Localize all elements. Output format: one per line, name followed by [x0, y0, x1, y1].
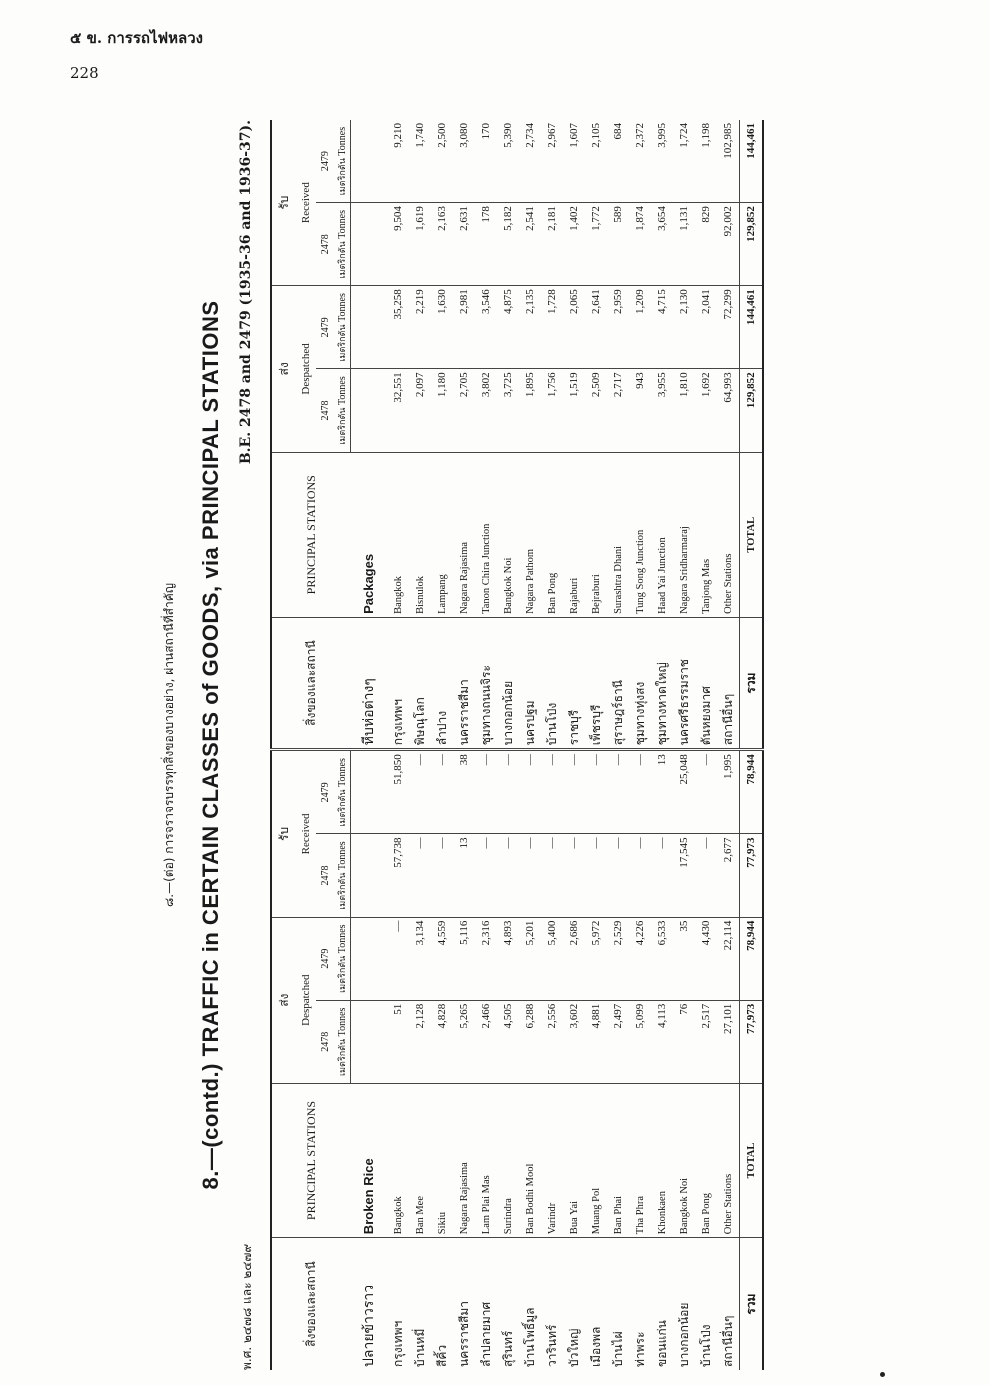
total-despatched-2478-right: 129,852 [740, 369, 764, 452]
station-th-left: กรุงเทพฯ [390, 1320, 405, 1367]
despatched-2479-right: 4,715 [651, 286, 673, 369]
col-despatched-right: Despatched [296, 286, 316, 452]
total-th-left: รวม [740, 1238, 764, 1370]
station-en-left: Other Stations [717, 1083, 740, 1237]
despatched-2478-right: 3,725 [497, 369, 519, 452]
received-2478-right: 3,654 [651, 203, 673, 286]
station-en-right: Tanjong Mas [695, 452, 717, 617]
received-2478-left: 57,738 [387, 834, 409, 917]
year-cell: 2478 [316, 203, 334, 286]
received-2479-right: 1,198 [695, 120, 717, 203]
received-2478-left: — [409, 834, 431, 917]
despatched-2478-left: 76 [673, 1000, 695, 1083]
despatched-2478-left: 2,517 [695, 1000, 717, 1083]
header-row-1 [271, 120, 296, 1370]
section-en-left: Broken Rice [351, 1083, 388, 1237]
received-2478-right: 2,631 [453, 203, 475, 286]
section-th-left: ปลายข้าวราว [359, 1284, 376, 1367]
received-2478-right: 2,541 [519, 203, 541, 286]
received-2478-right: 1,619 [409, 203, 431, 286]
station-th-left: ขอนแก่น [654, 1320, 669, 1367]
table-row [673, 120, 695, 1370]
despatched-2479-right: 2,981 [453, 286, 475, 369]
despatched-2479-right: 1,728 [541, 286, 563, 369]
station-th-right: พิษณุโลก [409, 617, 431, 749]
received-2479-left: — [519, 750, 541, 834]
received-2478-right: 9,504 [387, 203, 409, 286]
col-received-th-left: รับ [271, 750, 296, 917]
table-row [607, 120, 629, 1370]
table-row [585, 120, 607, 1370]
station-en-right: Rajaburi [563, 452, 585, 617]
despatched-2478-right: 1,519 [563, 369, 585, 452]
title-english: 8.—(contd.) TRAFFIC in CERTAIN CLASSES of GOODS, via PRINCIPAL STATIONS [198, 300, 223, 1190]
received-2478-left: — [475, 834, 497, 917]
station-th-right: ชุมทางหาดใหญ่ [651, 617, 673, 749]
despatched-2478-right: 1,692 [695, 369, 717, 452]
despatched-2479-left: 22,114 [717, 917, 740, 1000]
total-received-2479-left: 78,944 [740, 750, 764, 834]
table-row [695, 120, 717, 1370]
station-en-right: Surashtra Dhani [607, 452, 629, 617]
received-2479-right: 170 [475, 120, 497, 203]
station-en-left: Tha Phra [629, 1083, 651, 1237]
year-cell: 2479 [316, 120, 334, 203]
received-2479-right: 1,724 [673, 120, 695, 203]
received-2479-left: — [585, 750, 607, 834]
station-th-left: บ้านไผ่ [610, 1331, 625, 1367]
station-th-left: นครราชสีมา [456, 1301, 471, 1367]
running-head: ๕ ข. การรถไฟหลวง [70, 29, 203, 47]
unit-cell [334, 750, 351, 834]
despatched-2479-left: 4,893 [497, 917, 519, 1000]
despatched-2478-left: 51 [387, 1000, 409, 1083]
received-2478-left: — [629, 834, 651, 917]
station-en-left: Bangkok Noi [673, 1083, 695, 1237]
unit-en: Tonnes [337, 924, 348, 954]
despatched-2478-left: 27,101 [717, 1000, 740, 1083]
table-row [629, 120, 651, 1370]
received-2479-left: — [695, 750, 717, 834]
unit-th: เมตริกตัน [338, 789, 348, 827]
despatched-2478-left: 5,265 [453, 1000, 475, 1083]
received-2479-left: — [475, 750, 497, 834]
station-en-left: Surindra [497, 1083, 519, 1237]
unit-th: เมตริกตัน [338, 1038, 348, 1076]
station-th-right: ลำปาง [431, 617, 453, 749]
page-number: 228 [70, 64, 99, 82]
despatched-2478-left: 2,128 [409, 1000, 431, 1083]
station-th-right: ตันหยงมาศ [695, 617, 717, 749]
section-th-right: หีบห่อต่างๆ [351, 617, 388, 749]
title-block [160, 120, 270, 1370]
station-th-left: บางกอกน้อย [676, 1302, 691, 1367]
received-2479-right: 5,390 [497, 120, 519, 203]
station-th-right: ชุมทางทุ่งสง [629, 617, 651, 749]
despatched-2478-right: 2,717 [607, 369, 629, 452]
despatched-2479-right: 2,641 [585, 286, 607, 369]
received-2479-left: 38 [453, 750, 475, 834]
station-en-right: Tung Song Junction [629, 452, 651, 617]
station-en-right: Bejraburi [585, 452, 607, 617]
received-2478-left: — [541, 834, 563, 917]
despatched-2479-right: 2,065 [563, 286, 585, 369]
despatched-2479-right: 35,258 [387, 286, 409, 369]
unit-en: Tonnes [337, 126, 348, 156]
station-en-left: Ban Pong [695, 1083, 717, 1237]
table-row [519, 120, 541, 1370]
despatched-2478-right: 1,756 [541, 369, 563, 452]
station-th-left: สถานีอื่นๆ [720, 1315, 735, 1367]
received-2478-right: 1,131 [673, 203, 695, 286]
received-2479-right: 1,740 [409, 120, 431, 203]
station-th-right: นครราชสีมา [453, 617, 475, 749]
table-row [475, 120, 497, 1370]
station-th-right: เพ็ชรบุรี [585, 617, 607, 749]
received-2479-left: 13 [651, 750, 673, 834]
despatched-2478-left: 4,828 [431, 1000, 453, 1083]
despatched-2478-right: 2,509 [585, 369, 607, 452]
unit-th: เมตริกตัน [338, 872, 348, 910]
received-2478-left: — [519, 834, 541, 917]
station-th-right: บ้านโป่ง [541, 617, 563, 749]
traffic-table [270, 120, 764, 1370]
despatched-2478-right: 64,993 [717, 369, 740, 452]
received-2478-left: — [607, 834, 629, 917]
unit-cell [334, 203, 351, 286]
received-2478-left: — [431, 834, 453, 917]
col-principal-stations-right: PRINCIPAL STATIONS [271, 452, 351, 617]
unit-th: เมตริกตัน [338, 407, 348, 445]
received-2478-left: — [585, 834, 607, 917]
received-2479-left: — [409, 750, 431, 834]
total-despatched-2479-right: 144,461 [740, 286, 764, 369]
despatched-2478-left: 6,288 [519, 1000, 541, 1083]
received-2479-right: 3,080 [453, 120, 475, 203]
received-2479-right: 9,210 [387, 120, 409, 203]
total-received-2478-right: 129,852 [740, 203, 764, 286]
received-2479-right: 2,967 [541, 120, 563, 203]
despatched-2478-right: 1,895 [519, 369, 541, 452]
year-cell: 2478 [316, 1000, 334, 1083]
unit-cell [334, 1000, 351, 1083]
despatched-2478-left: 3,602 [563, 1000, 585, 1083]
year-cell: 2479 [316, 286, 334, 369]
unit-th: เมตริกตัน [338, 955, 348, 993]
year-cell: 2478 [316, 369, 334, 452]
received-2478-left: — [695, 834, 717, 917]
unit-th: เมตริกตัน [338, 241, 348, 279]
unit-cell [334, 120, 351, 203]
despatched-2478-right: 1,180 [431, 369, 453, 452]
despatched-2479-right: 2,959 [607, 286, 629, 369]
despatched-2479-left: 5,201 [519, 917, 541, 1000]
received-2479-right: 2,105 [585, 120, 607, 203]
despatched-2478-left: 4,113 [651, 1000, 673, 1083]
station-th-left: ท่าพระ [632, 1331, 647, 1367]
despatched-2478-right: 943 [629, 369, 651, 452]
station-th-left: บัวใหญ่ [566, 1328, 581, 1367]
table-row [651, 120, 673, 1370]
despatched-2478-right: 1,810 [673, 369, 695, 452]
received-2479-right: 2,500 [431, 120, 453, 203]
received-2478-left: 17,545 [673, 834, 695, 917]
received-2478-left: 2,677 [717, 834, 740, 917]
despatched-2478-left: 2,497 [607, 1000, 629, 1083]
station-en-right: Haad Yai Junction [651, 452, 673, 617]
col-despatched-th-left: ส่ง [271, 917, 296, 1083]
total-en-left: TOTAL [740, 1083, 764, 1237]
table-row [717, 120, 740, 1370]
year-cell: 2479 [316, 750, 334, 834]
years-thai: พ.ศ. ๒๔๗๘ และ ๒๔๗๙ [240, 1243, 254, 1370]
station-en-right: Ban Pong [541, 452, 563, 617]
section-en-right: Packages [351, 452, 388, 617]
received-2478-right: 589 [607, 203, 629, 286]
despatched-2479-left: 3,134 [409, 917, 431, 1000]
station-en-right: Bangkok Noi [497, 452, 519, 617]
total-received-2479-right: 144,461 [740, 120, 764, 203]
col-goods-station-right: สิ่งของและสถานี [271, 617, 351, 749]
despatched-2479-left: 5,972 [585, 917, 607, 1000]
received-2479-left: 1,995 [717, 750, 740, 834]
table-row [387, 120, 409, 1370]
page-mark [880, 1372, 885, 1377]
despatched-2478-left: 2,466 [475, 1000, 497, 1083]
received-2479-right: 102,985 [717, 120, 740, 203]
station-en-left: Bua Yai [563, 1083, 585, 1237]
despatched-2478-right: 2,097 [409, 369, 431, 452]
year-cell: 2479 [316, 917, 334, 1000]
received-2478-right: 2,163 [431, 203, 453, 286]
received-2478-right: 2,181 [541, 203, 563, 286]
despatched-2479-left: — [387, 917, 409, 1000]
received-2479-left: — [607, 750, 629, 834]
received-2479-left: — [541, 750, 563, 834]
station-th-right: นครศรีธรรมราช [673, 617, 695, 749]
despatched-2479-right: 72,299 [717, 286, 740, 369]
col-goods-station-left: สิ่งของและสถานี [271, 1238, 351, 1370]
station-th-left: บ้านโป่ง [698, 1324, 713, 1367]
received-2478-right: 5,182 [497, 203, 519, 286]
despatched-2478-right: 3,802 [475, 369, 497, 452]
table-body [351, 120, 764, 1370]
despatched-2479-right: 2,219 [409, 286, 431, 369]
table-row [563, 120, 585, 1370]
station-en-right: Tanon Chira Junction [475, 452, 497, 617]
received-2478-left: — [563, 834, 585, 917]
unit-en: Tonnes [337, 376, 348, 406]
table-row [453, 120, 475, 1370]
unit-cell [334, 917, 351, 1000]
despatched-2479-right: 2,130 [673, 286, 695, 369]
station-en-left: Ban Bodhi Mool [519, 1083, 541, 1237]
station-th-left: สีคิ้ว [434, 1344, 449, 1367]
despatched-2479-left: 5,400 [541, 917, 563, 1000]
title-thai: ๘.—(ต่อ) การจราจรบรรทุกสิ่งของบางอย่าง, ผ่านสถานีที่สำคัญ [162, 583, 176, 907]
station-en-left: Varindr [541, 1083, 563, 1237]
unit-en: Tonnes [337, 758, 348, 787]
despatched-2478-right: 2,705 [453, 369, 475, 452]
station-th-right: สถานีอื่นๆ [717, 617, 740, 749]
station-th-right: สุราษฎร์ธานี [607, 617, 629, 749]
station-th-left: วารินทร์ [544, 1324, 559, 1367]
total-received-2478-left: 77,973 [740, 834, 764, 917]
years-english: B.E. 2478 and 2479 (1935-36 and 1936-37). [238, 120, 254, 465]
despatched-2479-right: 3,546 [475, 286, 497, 369]
unit-cell [334, 834, 351, 917]
station-en-left: Lam Plai Mas [475, 1083, 497, 1237]
received-2479-left: — [629, 750, 651, 834]
total-en-right: TOTAL [740, 452, 764, 617]
despatched-2479-left: 2,316 [475, 917, 497, 1000]
despatched-2479-right: 1,209 [629, 286, 651, 369]
total-despatched-2479-left: 78,944 [740, 917, 764, 1000]
received-2479-right: 1,607 [563, 120, 585, 203]
station-th-left: ลำปลายมาศ [478, 1301, 493, 1367]
despatched-2479-left: 4,226 [629, 917, 651, 1000]
section-row [351, 120, 388, 1370]
despatched-2479-left: 4,559 [431, 917, 453, 1000]
despatched-2479-left: 2,529 [607, 917, 629, 1000]
col-principal-stations-left: PRINCIPAL STATIONS [271, 1083, 351, 1237]
despatched-2479-right: 1,630 [431, 286, 453, 369]
unit-th: เมตริกตัน [338, 324, 348, 362]
unit-en: Tonnes [337, 841, 348, 871]
received-2478-left: 13 [453, 834, 475, 917]
col-received-th-right: รับ [271, 120, 296, 286]
station-en-right: Nagara Sridharmaraj [673, 452, 695, 617]
received-2479-left: 51,850 [387, 750, 409, 834]
total-row [740, 120, 764, 1370]
station-th-left: สุรินทร์ [500, 1330, 515, 1367]
unit-cell [334, 286, 351, 369]
received-2478-right: 1,772 [585, 203, 607, 286]
col-despatched-th-right: ส่ง [271, 286, 296, 452]
received-2479-right: 2,372 [629, 120, 651, 203]
station-en-left: Ban Mee [409, 1083, 431, 1237]
received-2479-left: — [563, 750, 585, 834]
station-th-left: บ้านหมี่ [412, 1328, 427, 1367]
station-en-left: Nagara Rajasima [453, 1083, 475, 1237]
despatched-2479-right: 4,875 [497, 286, 519, 369]
station-th-right: กรุงเทพฯ [387, 617, 409, 749]
despatched-2478-left: 4,881 [585, 1000, 607, 1083]
total-despatched-2478-left: 77,973 [740, 1000, 764, 1083]
total-th-right: รวม [740, 617, 764, 749]
col-received-left: Received [296, 750, 316, 917]
station-en-right: Other Stations [717, 452, 740, 617]
received-2478-left: — [497, 834, 519, 917]
station-en-right: Nagara Rajasima [453, 452, 475, 617]
received-2479-left: 25,048 [673, 750, 695, 834]
received-2479-right: 684 [607, 120, 629, 203]
received-2479-left: — [497, 750, 519, 834]
station-en-left: Ban Phai [607, 1083, 629, 1237]
station-th-left: บ้านโพธิ์มูล [522, 1307, 537, 1367]
year-cell: 2478 [316, 834, 334, 917]
col-despatched-left: Despatched [296, 917, 316, 1083]
station-en-left: Khonkaen [651, 1083, 673, 1237]
received-2479-left: — [431, 750, 453, 834]
station-en-right: Bangkok [387, 452, 409, 617]
received-2478-right: 92,002 [717, 203, 740, 286]
despatched-2478-left: 5,099 [629, 1000, 651, 1083]
despatched-2478-left: 4,505 [497, 1000, 519, 1083]
received-2478-right: 1,874 [629, 203, 651, 286]
table-row [431, 120, 453, 1370]
despatched-2478-right: 3,955 [651, 369, 673, 452]
col-received-right: Received [296, 120, 316, 286]
unit-cell [334, 369, 351, 452]
station-en-left: Sikiu [431, 1083, 453, 1237]
despatched-2478-left: 2,556 [541, 1000, 563, 1083]
station-en-left: Muang Pol [585, 1083, 607, 1237]
received-2478-right: 178 [475, 203, 497, 286]
despatched-2479-left: 2,686 [563, 917, 585, 1000]
station-en-left: Bangkok [387, 1083, 409, 1237]
despatched-2479-left: 6,533 [651, 917, 673, 1000]
received-2479-right: 3,995 [651, 120, 673, 203]
station-th-right: ราชบุรี [563, 617, 585, 749]
unit-th: เมตริกตัน [338, 158, 348, 196]
received-2478-right: 829 [695, 203, 717, 286]
despatched-2478-right: 32,551 [387, 369, 409, 452]
despatched-2479-right: 2,135 [519, 286, 541, 369]
station-th-right: นครปฐม [519, 617, 541, 749]
despatched-2479-left: 4,430 [695, 917, 717, 1000]
table-row [497, 120, 519, 1370]
station-en-right: Bisnulok [409, 452, 431, 617]
rotated-table-page [160, 120, 900, 1370]
unit-en: Tonnes [337, 1007, 348, 1037]
table-row [541, 120, 563, 1370]
despatched-2479-left: 35 [673, 917, 695, 1000]
received-2478-right: 1,402 [563, 203, 585, 286]
despatched-2479-right: 2,041 [695, 286, 717, 369]
received-2478-left: — [651, 834, 673, 917]
received-2479-right: 2,734 [519, 120, 541, 203]
table-row [409, 120, 431, 1370]
unit-en: Tonnes [337, 210, 348, 239]
station-th-right: บางกอกน้อย [497, 617, 519, 749]
unit-en: Tonnes [337, 293, 348, 322]
station-en-right: Nagara Pathom [519, 452, 541, 617]
station-th-right: ชุมทางถนนจิระ [475, 617, 497, 749]
station-en-right: Lampang [431, 452, 453, 617]
despatched-2479-left: 5,116 [453, 917, 475, 1000]
station-th-left: เมืองพล [588, 1326, 603, 1367]
